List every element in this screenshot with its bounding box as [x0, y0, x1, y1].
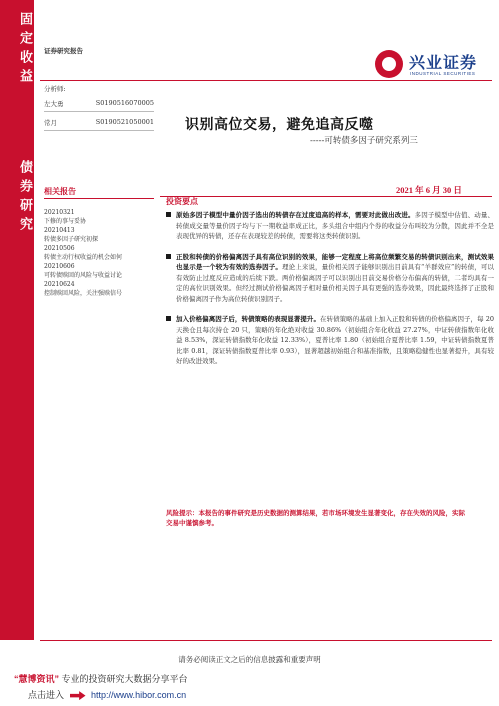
related-report-title: 可转债赎回的风险与收益讨论 [44, 272, 123, 279]
logo-english-name: INDUSTRIAL SECURITIES [410, 71, 476, 76]
analyst-row [44, 97, 154, 112]
logo-name: 兴业证券 [409, 53, 478, 72]
related-report-item[interactable] [44, 280, 156, 298]
sidebar-section-label: 债券研究 [17, 160, 32, 236]
sidebar-band [0, 0, 34, 640]
report-subtitle: -----可转债多因子研究系列三 [310, 136, 418, 146]
analyst-name: 常月 [44, 119, 57, 127]
analyst-label: 分析师: [44, 85, 66, 93]
related-report-title: 转债多因子研究初探 [44, 236, 99, 243]
highlight-lead: 原始多因子模型中量价因子选出的转债存在过度追高的样本，需要对此做出改进。 [176, 211, 415, 219]
related-report-title: 控制赎回风险，关注强赎信号 [44, 290, 123, 297]
footer-tagline: 专业的投资研究大数据分享平台 [61, 674, 188, 684]
sidebar-category-label: 固定收益 [17, 12, 32, 88]
analyst-row [44, 116, 154, 131]
related-report-date: 20210606 [44, 263, 75, 270]
disclosure-notice: 请务必阅读正文之后的信息披露和重要声明 [178, 655, 321, 664]
report-title: 识别高位交易，避免追高反噬 [185, 117, 374, 133]
related-report-title: 下修的事与妥协 [44, 218, 87, 225]
highlight-point [166, 252, 494, 305]
highlight-lead: 正股和转债的价格偏离因子具有高位识别的效果，能够一定程度上将高位频繁交易的转债识别出来，测试效果也显示是一个较为有效的选券因子。 [176, 252, 494, 271]
highlight-point [166, 210, 494, 242]
related-reports-list [44, 208, 156, 298]
bullet-square-icon [166, 254, 171, 259]
analyst-id: S0190516070005 [95, 99, 154, 107]
highlight-body: 在转债策略的基础上加入正股和转债的价格偏离因子，每 20 天换仓且每次持仓 20 只，策略的年化绝对收益 30.86%（初始组合年化收益 27.27%，中证转债指数年化收益 8.53%，深证转债指数年化收益 12.33%），夏普比率 1.80（初始组合夏普比率 1.59，中证转债指数夏普比率 0.81，深证转债指数夏普比率 0.93），显著超越初始组合和基准指数，且策略稳健性也显著提升，具有较好的改进效果。 [176, 315, 495, 365]
risk-warning: 风险提示：本报告的事件研究是历史数据的测算结果，若市场环境发生显著变化，存在失效的风险，实际交易中谨慎参考。 [166, 509, 465, 527]
date-divider [160, 196, 492, 197]
logo-mark-icon [375, 50, 403, 78]
highlight-body: 多因子模型中估值、动量、转债成交量等量价因子均与下一期收益率成正比，多头组合中组内个券的收益分布叫较为分散，因此并不全是表现优异的转债，还存在表现较差的转债，需要将这类转债识别。 [176, 211, 495, 240]
bullet-square-icon [166, 212, 171, 217]
footer-link-line[interactable] [28, 688, 186, 701]
related-report-date: 20210506 [44, 245, 75, 252]
related-reports-heading: 相关报告 [44, 186, 76, 196]
investment-highlights-list [166, 210, 494, 377]
company-logo [375, 48, 495, 84]
footer-url-link[interactable]: http://www.hibor.com.cn [91, 690, 187, 700]
related-report-date: 20210413 [44, 227, 75, 234]
related-report-item[interactable] [44, 262, 156, 280]
highlight-lead: 加入价格偏离因子后，转债策略的表现显著提升。 [176, 315, 320, 323]
arrow-right-icon [70, 691, 86, 700]
related-report-date: 20210624 [44, 281, 75, 288]
investment-highlights-heading: 投资要点 [166, 196, 198, 206]
footer-divider [40, 640, 492, 641]
highlight-body: 理论上来说，量价相关因子能够识别出目前具有“羊群效应”的转债，可以有效防止过度反应造成的后续下跌。两价格偏离因子可以识别出目前交易价格分布偏高的转债，二者均具有一定的高位识别效果。但经过测试价格偏离因子相对量价相关因子具有更强的选券效果，因此最终选择了正股和价格偏离因子作为高位转债识别因子。 [176, 263, 494, 303]
bullet-square-icon [166, 316, 171, 321]
related-report-item[interactable] [44, 244, 156, 262]
footer-brand: “慧博资讯” [14, 674, 60, 684]
analyst-name: 左大勇 [44, 100, 64, 108]
report-date: 2021 年 6 月 30 日 [396, 185, 462, 195]
related-report-date: 20210321 [44, 209, 75, 216]
footer-cta[interactable]: 点击进入 [28, 690, 65, 700]
analyst-block [44, 84, 154, 135]
related-report-item[interactable] [44, 226, 156, 244]
footer-brand-line [14, 672, 188, 685]
header-divider [40, 80, 492, 81]
related-reports-divider [44, 198, 154, 199]
related-report-title: 转债主动行权收益的机会如何 [44, 254, 123, 261]
analyst-id: S0190521050001 [95, 118, 154, 126]
highlight-point [166, 314, 494, 367]
report-type-label: 证券研究报告 [44, 47, 83, 55]
related-report-item[interactable] [44, 208, 156, 226]
